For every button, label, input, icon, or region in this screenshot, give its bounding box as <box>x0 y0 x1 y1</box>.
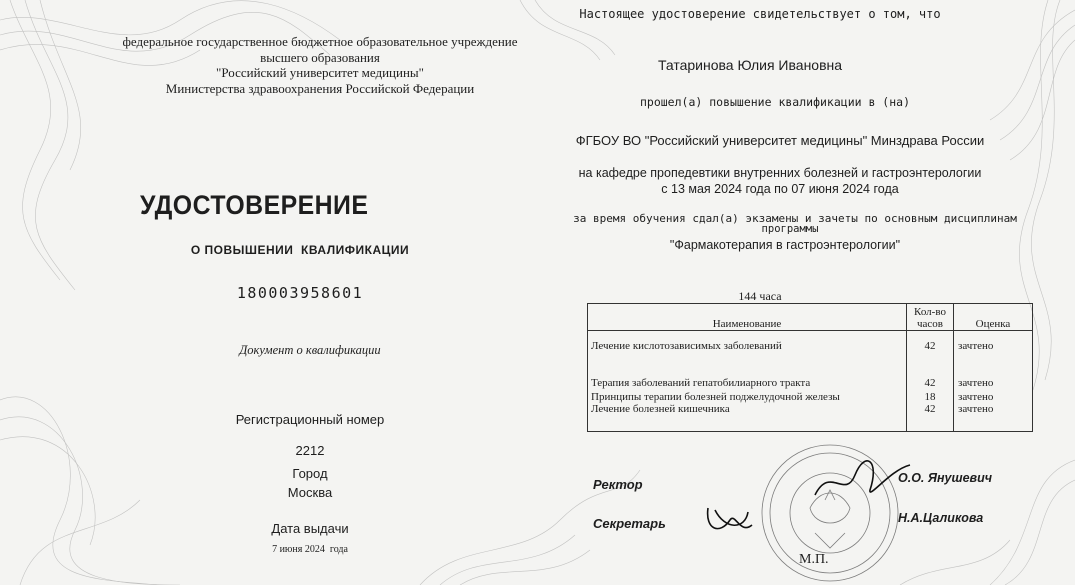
column-header-name: Наименование <box>588 304 907 331</box>
course-hours: 42 <box>907 331 954 362</box>
column-header-grade: Оценка <box>954 304 1033 331</box>
course-grade: зачтено <box>954 389 1033 403</box>
program-word: программы <box>761 223 819 235</box>
rector-label: Ректор <box>593 477 643 492</box>
course-hours: 18 <box>907 389 954 403</box>
document-number: 180003958601 <box>236 284 364 302</box>
course-grade: зачтено <box>954 403 1033 432</box>
registration-label: Регистрационный номер <box>235 412 385 427</box>
total-hours: 144 часа <box>738 289 782 303</box>
issue-date-label: Дата выдачи <box>271 521 349 536</box>
stamp-place-label: М.П. <box>799 552 829 567</box>
document-title: УДОСТОВЕРЕНИЕ <box>140 190 369 220</box>
department-line: на кафедре пропедевтики внутренних болезней и гастроэнтерологии <box>578 166 982 180</box>
column-header-hours: Кол-во часов <box>907 304 954 331</box>
city-label: Город <box>292 466 328 481</box>
exams-line: за время обучения сдал(а) экзамены и зачеты по основным дисциплинам <box>573 212 1017 225</box>
table-row <box>588 361 1033 389</box>
issue-date-value: 7 июня 2024 года <box>272 544 348 555</box>
courses-table <box>587 303 1033 432</box>
course-name: Терапия заболеваний гепатобилиарного тракта <box>588 361 907 389</box>
city-value: Москва <box>287 485 333 500</box>
certifies-line: Настоящее удостоверение свидетельствует о том, что <box>579 7 941 21</box>
registration-number: 2212 <box>295 443 325 458</box>
holder-name: Татаринова Юлия Ивановна <box>657 57 843 73</box>
issuer-line: "Российский университет медицины" <box>216 65 424 80</box>
issuer-line: федеральное государственное бюджетное образовательное учреждение <box>122 34 518 49</box>
issuer-line: Министерства здравоохранения Российской Федерации <box>165 80 475 96</box>
secretary-name: Н.А.Цаликова <box>898 511 984 525</box>
issuer-line: высшего образования <box>260 49 380 65</box>
issuer-block <box>110 34 530 96</box>
period-line: с 13 мая 2024 года по 07 июня 2024 года <box>661 182 899 196</box>
course-hours: 42 <box>907 403 954 432</box>
course-grade: зачтено <box>954 361 1033 389</box>
table-row <box>588 403 1033 432</box>
course-hours: 42 <box>907 361 954 389</box>
course-name: Принципы терапии болезней поджелудочной железы <box>588 389 907 403</box>
secretary-signature <box>700 500 760 540</box>
secretary-label: Секретарь <box>593 516 666 531</box>
table-row <box>588 331 1033 362</box>
organization-line: ФГБОУ ВО "Российский университет медицины" Минздрава России <box>575 133 985 148</box>
document-subtitle: О ПОВЫШЕНИИ КВАЛИФИКАЦИИ <box>190 243 410 257</box>
rector-name: О.О. Янушевич <box>898 471 993 485</box>
passed-line: прошел(а) повышение квалификации в (на) <box>639 95 911 109</box>
program-title: "Фармакотерапия в гастроэнтерологии" <box>669 238 901 252</box>
course-grade: зачтено <box>954 331 1033 362</box>
document-type: Документ о квалификации <box>239 343 381 357</box>
course-name: Лечение кислотозависимых заболеваний <box>588 331 907 362</box>
course-name: Лечение болезней кишечника <box>588 403 907 432</box>
table-row <box>588 389 1033 403</box>
